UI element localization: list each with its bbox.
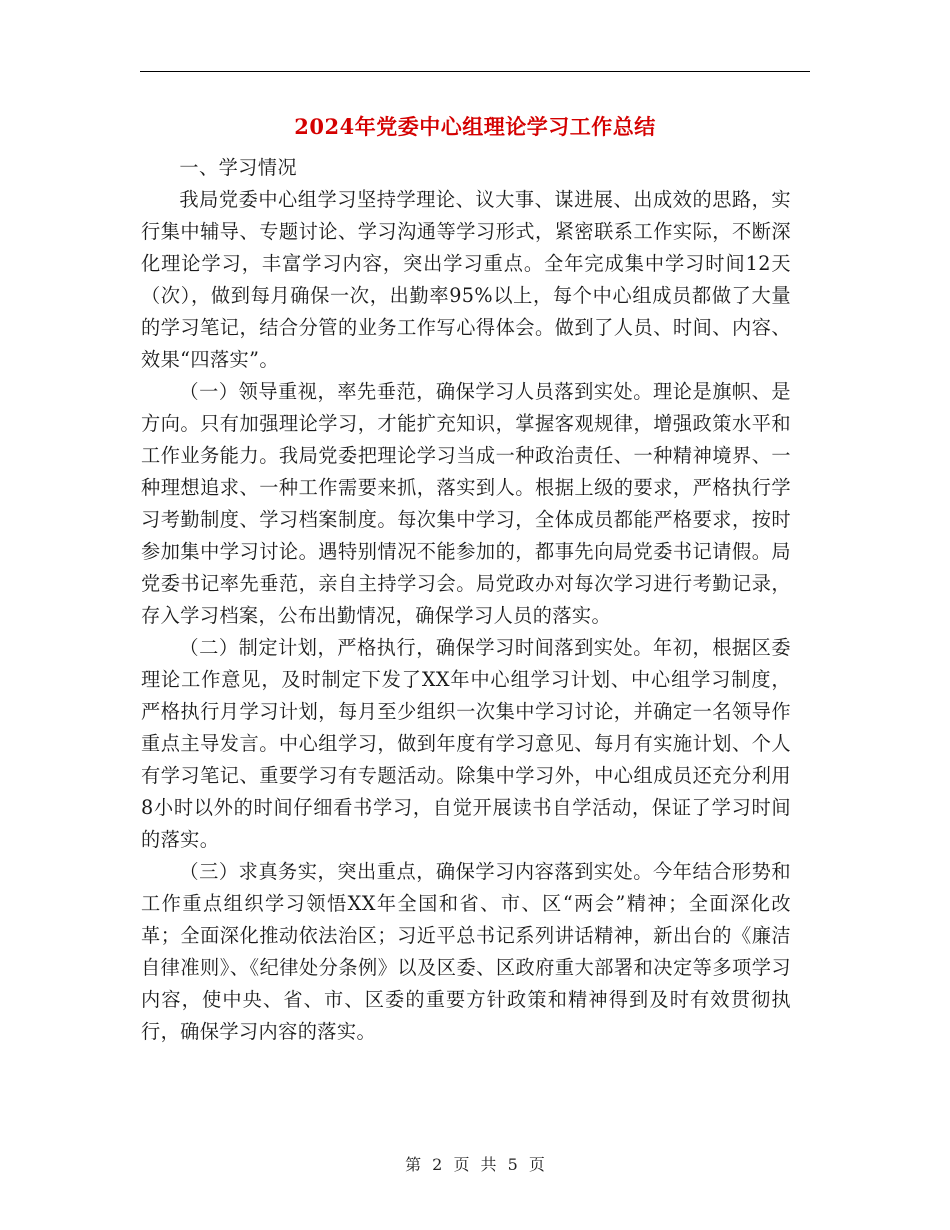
paragraph-content: （三）求真务实，突出重点，确保学习内容落到实处。今年结合形势和工作重点组织学习领悟XX年全国和省、市、区“两会”精神；全面深化改革；全面深化推动依法治区；习近平总书记系列讲话精神，新出台的《廉洁自律准则》、《纪律处分条例》以及区委、区政府重大部署和决定等多项学习内容，使中央、省、市、区委的重要方针政策和精神得到及时有效贯彻执行，确保学习内容的落实。 xyxy=(141,860,791,1043)
page-number-footer: 第 2 页 共 5 页 xyxy=(405,1155,545,1174)
header-rule xyxy=(140,71,810,72)
paragraph-planning: （二）制定计划，严格执行，确保学习时间落到实处。年初，根据区委理论工作意见，及时制定下发了XX年中心组学习计划、中心组学习制度，严格执行月学习计划，每月至少组织一次集中学习讨论，并确定一名领导作重点主导发言。中心组学习，做到年度有学习意见、每月有实施计划、个人有学习笔记、重要学习有专题活动。除集中学习外，中心组成员还充分利用8小时以外的时间仔细看书学习，自觉开展读书自学活动，保证了学习时间的落实。 xyxy=(141,636,791,851)
paragraph-leadership: （一）领导重视，率先垂范，确保学习人员落到实处。理论是旗帜、是方向。只有加强理论学习，才能扩充知识，掌握客观规律，增强政策水平和工作业务能力。我局党委把理论学习当成一种政治责任、一种精神境界、一种理想追求、一种工作需要来抓，落实到人。根据上级的要求，严格执行学习考勤制度、学习档案制度。每次集中学习，全体成员都能严格要求，按时参加集中学习讨论。遇特别情况不能参加的，都事先向局党委书记请假。局党委书记率先垂范，亲自主持学习会。局党政办对每次学习进行考勤记录，存入学习档案，公布出勤情况，确保学习人员的落实。 xyxy=(141,380,791,627)
document-body xyxy=(141,152,791,1048)
section-heading: 一、学习情况 xyxy=(179,156,297,179)
document-title: 2024年党委中心组理论学习工作总结 xyxy=(294,114,656,139)
paragraph-summary: 我局党委中心组学习坚持学理论、议大事、谋进展、出成效的思路，实行集中辅导、专题讨论、学习沟通等学习形式，紧密联系工作实际，不断深化理论学习，丰富学习内容，突出学习重点。全年完成集中学习时间12天（次），做到每月确保一次，出勤率95%以上，每个中心组成员都做了大量的学习笔记，结合分管的业务工作写心得体会。做到了人员、时间、内容、效果“四落实”。 xyxy=(141,188,791,371)
